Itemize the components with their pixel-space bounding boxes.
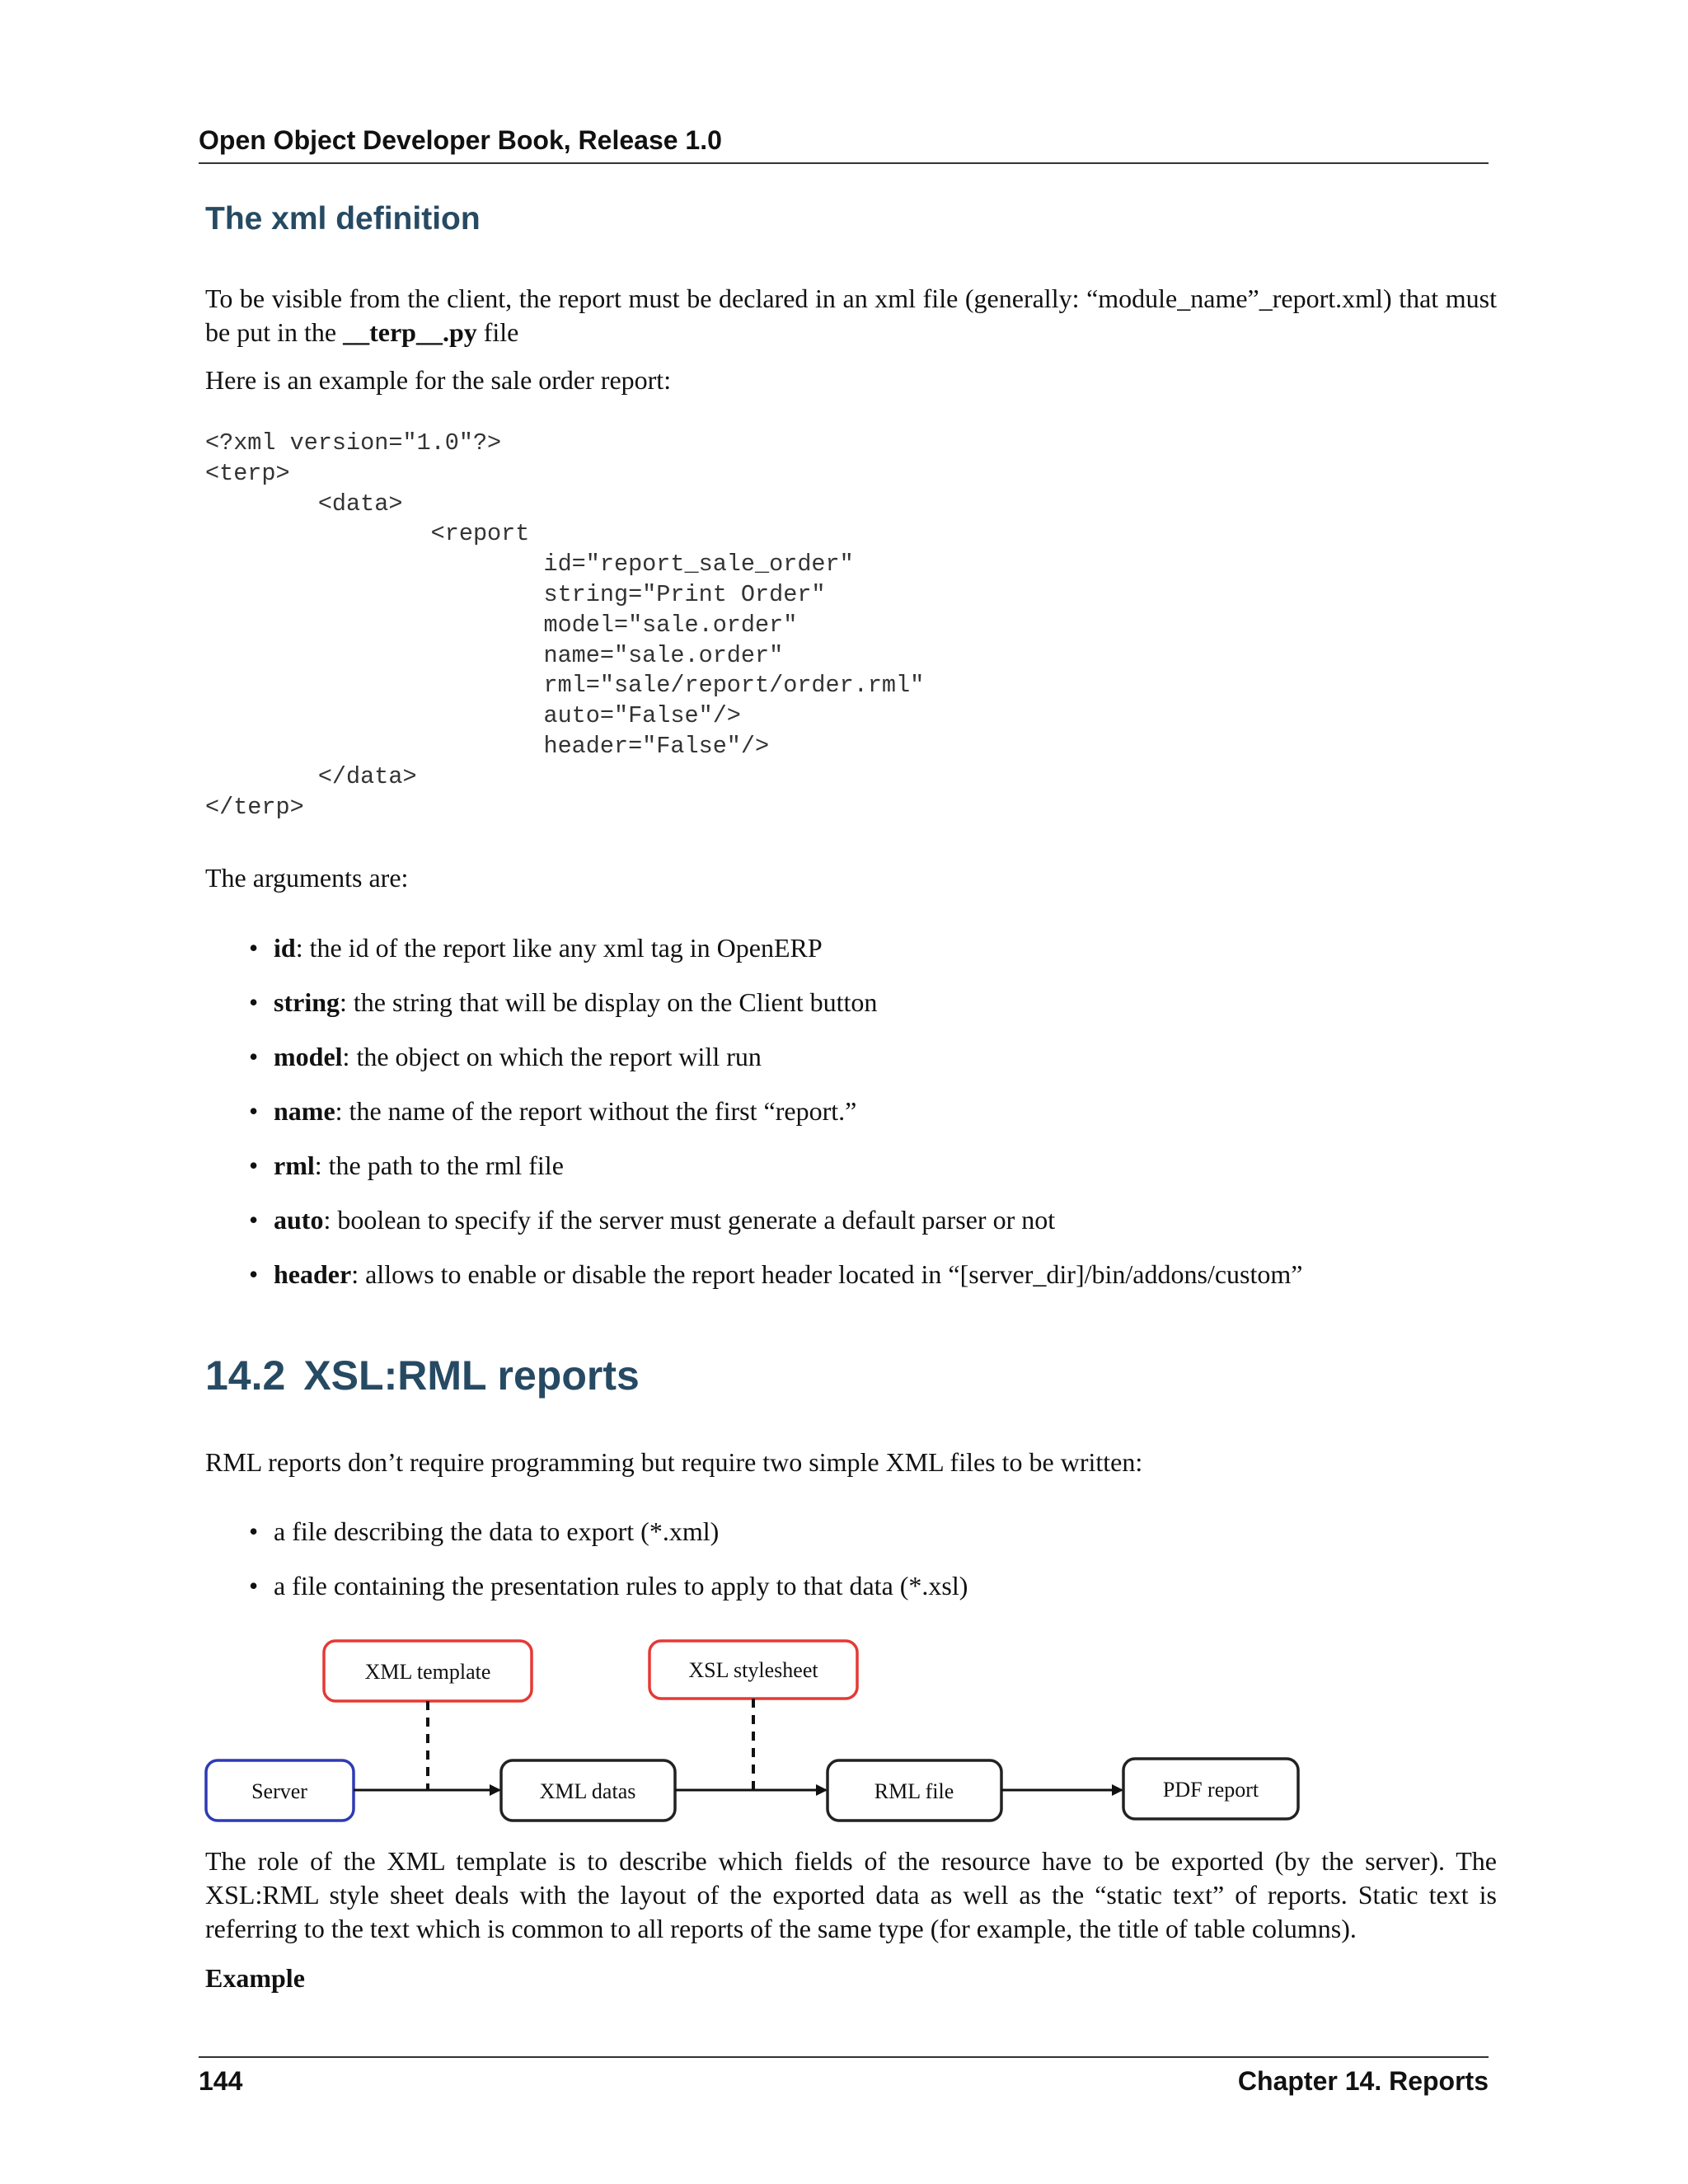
pdf-report-label: PDF report	[1162, 1778, 1259, 1802]
bullet-icon: •	[249, 1096, 259, 1126]
intro-paragraph	[205, 282, 1497, 349]
list-item	[239, 1203, 1475, 1258]
xsl-stylesheet-label: XSL stylesheet	[688, 1658, 818, 1682]
bullet-icon: •	[249, 1259, 259, 1289]
rml-file-label: RML file	[874, 1779, 954, 1803]
rml-flow-diagram	[198, 1632, 1319, 1830]
argument-term: rml	[274, 1151, 315, 1180]
xml-code-block	[205, 429, 1497, 823]
argument-term: header	[274, 1259, 352, 1289]
code-line: <report	[205, 520, 530, 548]
argument-desc: : the path to the rml file	[314, 1151, 564, 1180]
server-label: Server	[251, 1779, 307, 1803]
argument-term: id	[274, 933, 296, 963]
bullet-icon: •	[249, 1151, 259, 1180]
bullet-icon: •	[249, 1042, 259, 1071]
rml-files-list	[239, 1515, 1475, 1624]
role-paragraph: The role of the XML template is to describe which fields of the resource have to be exported (by the server). The XSL:RML style sheet deals with the layout of the exported data as well as the “static text” of reports. Static text is referring to the text which is common to all reports of the same type (for example, the title of table columns).	[205, 1846, 1497, 1943]
code-line: model="sale.order"	[205, 611, 798, 639]
bullet-icon: •	[249, 1205, 259, 1235]
list-item	[239, 1515, 1475, 1569]
example-label: Example	[205, 1963, 305, 1993]
argument-term: auto	[274, 1205, 324, 1235]
section-heading-xml-definition: The xml definition	[205, 201, 481, 237]
list-item	[239, 1258, 1475, 1312]
code-line: <terp>	[205, 459, 290, 487]
argument-term: string	[274, 987, 340, 1017]
footer-rule	[199, 2056, 1489, 2058]
intro-bold-filename: __terp__.py	[343, 317, 477, 347]
server-node	[206, 1760, 354, 1821]
arguments-intro: The arguments are:	[205, 863, 409, 893]
list-item	[239, 931, 1475, 986]
section-heading-xsl-rml	[205, 1352, 640, 1399]
list-item	[239, 1040, 1475, 1094]
argument-term: name	[274, 1096, 335, 1126]
argument-term: model	[274, 1042, 343, 1071]
list-item	[239, 986, 1475, 1040]
header-rule	[199, 162, 1489, 164]
argument-desc: : the id of the report like any xml tag in OpenERP	[295, 933, 823, 963]
bullet-icon: •	[249, 1516, 259, 1546]
intro-text-1: To be visible from the client, the report must be declared in an xml file (generally: “module_name”_report.xml) that must be put in the	[205, 284, 1497, 347]
argument-desc: : the string that will be display on the Client button	[340, 987, 878, 1017]
section-number: 14.2	[205, 1352, 286, 1399]
rml-intro: RML reports don’t require programming but require two simple XML files to be written:	[205, 1447, 1143, 1477]
chapter-title: Chapter 14. Reports	[1237, 2066, 1489, 2096]
code-line: id="report_sale_order"	[205, 551, 854, 579]
xml-datas-node	[501, 1760, 675, 1821]
code-line: name="sale.order"	[205, 641, 784, 669]
code-line: </data>	[205, 762, 417, 790]
code-line: </terp>	[205, 793, 304, 821]
list-item	[239, 1569, 1475, 1624]
argument-desc: : boolean to specify if the server must generate a default parser or not	[323, 1205, 1056, 1235]
page-number: 144	[199, 2066, 243, 2096]
pdf-report-node	[1123, 1759, 1298, 1819]
code-line: auto="False"/>	[205, 702, 741, 730]
code-line: string="Print Order"	[205, 580, 826, 608]
running-header: Open Object Developer Book, Release 1.0	[199, 125, 722, 155]
argument-desc: : the name of the report without the first “report.”	[335, 1096, 857, 1126]
intro-text-2: file	[476, 317, 519, 347]
list-item-text: a file containing the presentation rules to apply to that data (*.xsl)	[274, 1571, 968, 1601]
bullet-icon: •	[249, 1571, 259, 1601]
xml-datas-label: XML datas	[539, 1779, 636, 1803]
list-item	[239, 1094, 1475, 1149]
argument-desc: : allows to enable or disable the report header located in “[server_dir]/bin/addons/custom”	[351, 1259, 1303, 1289]
code-line: rml="sale/report/order.rml"	[205, 672, 925, 700]
rml-file-node	[828, 1760, 1001, 1821]
code-line: header="False"/>	[205, 732, 770, 760]
list-item-text: a file describing the data to export (*.xml)	[274, 1516, 720, 1546]
argument-desc: : the object on which the report will run	[342, 1042, 762, 1071]
code-line: <data>	[205, 490, 403, 518]
list-item	[239, 1149, 1475, 1203]
bullet-icon: •	[249, 933, 259, 963]
arguments-list	[239, 931, 1475, 1312]
section-title: XSL:RML reports	[303, 1352, 640, 1399]
example-intro: Here is an example for the sale order report:	[205, 365, 672, 395]
xml-template-node	[324, 1641, 532, 1701]
xml-template-label: XML template	[364, 1660, 491, 1684]
bullet-icon: •	[249, 987, 259, 1017]
code-line: <?xml version="1.0"?>	[205, 429, 502, 457]
xsl-stylesheet-node	[649, 1641, 857, 1699]
